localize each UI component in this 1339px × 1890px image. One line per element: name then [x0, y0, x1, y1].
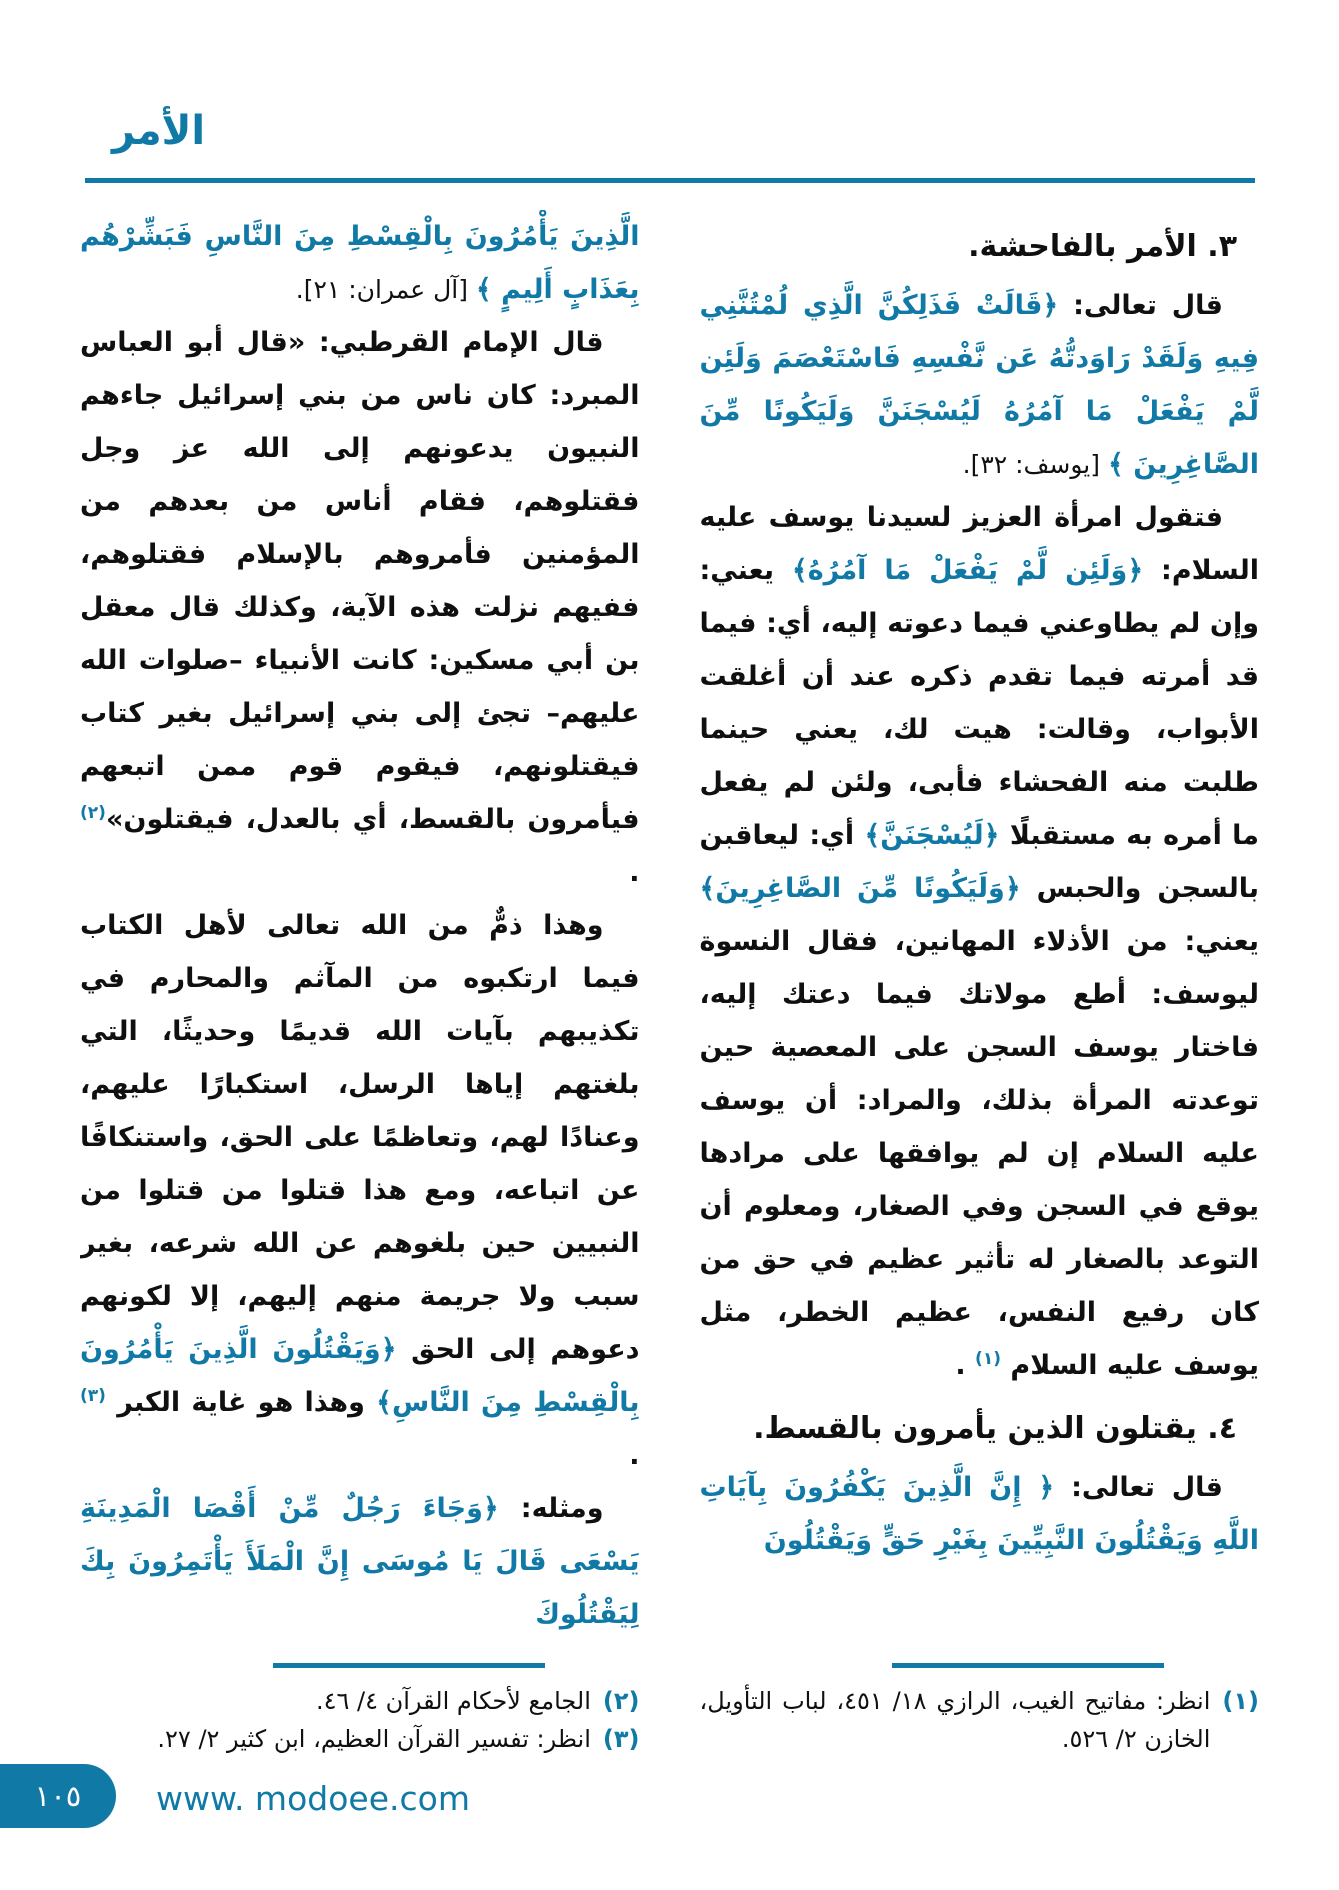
quran-verse: ﴿وَلَيَكُونًا مِّنَ الصَّاغِرِينَ﴾: [699, 873, 1021, 904]
text-run: قال تعالى:: [1054, 1472, 1223, 1503]
footnote-marker: (٢): [80, 803, 106, 823]
footnote: [80, 1682, 640, 1720]
footnote-separator: [273, 1663, 545, 1668]
footnote: [80, 1720, 640, 1758]
paragraph: [700, 491, 1260, 1392]
quran-verse: ﴿وَجَاءَ رَجُلٌ مِّنْ أَقْصَا الْمَدِينَةِ يَسْعَى قَالَ يَا مُوسَى إِنَّ الْمَلَأَ يَأْتَمِرُونَ بِكَ لِيَقْتُلُوكَ: [80, 1493, 640, 1630]
column-left: [80, 210, 640, 1758]
footnote-marker: (٣): [80, 1386, 106, 1406]
quran-verse: ﴿وَيَقْتُلُونَ الَّذِينَ يَأْمُرُونَ بِالْقِسْطِ مِنَ النَّاسِ﴾: [80, 1334, 640, 1418]
quran-verse: ﴿وَلَئِن لَّمْ يَفْعَلْ مَا آمُرُهُ﴾: [791, 555, 1144, 586]
verse-reference: [آل عمران: ٢١].: [295, 275, 476, 304]
footnote-number: (١): [1222, 1687, 1259, 1715]
paragraph: [700, 1461, 1260, 1567]
text-run: قال الإمام القرطبي: «قال أبو العباس المبرد: كان ناس من بني إسرائيل جاءهم النبيون يدعونهم إلى الله عز وجل فقتلوهم، فقام أناس من بعدهم من المؤمنين فأمروهم بالإسلام فقتلوهم، ففيهم نزلت هذه الآية، وكذلك قال معقل بن أبي مسكين: كانت الأنبياء –صلوات الله عليهم– تجئ إلى بني إسرائيل بغير كتاب فيقتلونهم، فيقوم قوم ممن اتبعهم فيأمرون بالقسط، أي بالعدل، فيقتلون»: [80, 327, 640, 835]
text-run: يعني: وإن لم يطاوعني فيما دعوته إليه، أي: فيما قد أمرته فيما تقدم ذكره عند أن أغلقت الأبواب، وقالت: هيت لك، يعني حينما طلبت منه الفحشاء فأبى، ولئن لم يفعل ما أمره به مستقبلًا: [699, 555, 1259, 851]
footnotes: [80, 1682, 640, 1758]
text-run: .: [629, 857, 640, 888]
header-divider: [85, 178, 1255, 183]
footnote-number: (٣): [602, 1725, 640, 1753]
page-number-badge: [0, 1764, 116, 1828]
quran-verse: الَّذِينَ يَأْمُرُونَ بِالْقِسْطِ مِنَ النَّاسِ فَبَشِّرْهُم بِعَذَابٍ أَلِيمٍ ﴾: [80, 221, 640, 305]
footnote: [700, 1682, 1260, 1758]
paragraph: [700, 279, 1260, 491]
footnote-marker: (١): [975, 1349, 1001, 1369]
section-heading: [700, 1402, 1260, 1455]
text-columns: [80, 210, 1259, 1758]
footnote-text: انظر: تفسير القرآن العظيم، ابن كثير ٢/ ٢٧.: [157, 1725, 591, 1753]
text-run: .: [955, 1350, 976, 1381]
section-heading: [700, 220, 1260, 273]
page-number: ١٠٥: [34, 1779, 82, 1813]
quran-verse: ﴿قَالَتْ فَذَلِكُنَّ الَّذِي لُمْتُنَّنِي فِيهِ وَلَقَدْ رَاوَدتُّهُ عَن نَّفْسِهِ فَاسْتَعْصَمَ وَلَئِن لَّمْ يَفْعَلْ مَا آمُرُهُ لَيُسْجَنَنَّ وَلَيَكُونًا مِّنَ الصَّاغِرِينَ ﴾: [699, 290, 1259, 480]
text-run: وهذا هو غاية الكبر: [105, 1387, 377, 1418]
paragraph: [80, 316, 640, 899]
text-run: ٤. يقتلون الذين يأمرون بالقسط.: [753, 1411, 1237, 1446]
footnote-area: [80, 1663, 640, 1758]
running-header-title: الأمر: [112, 108, 206, 154]
verse-reference: [يوسف: ٣٢].: [962, 450, 1108, 479]
text-run: يعني: من الأذلاء المهانين، فقال النسوة ليوسف: أطع مولاتك فيما دعتك إليه، فاختار يوسف السجن على المعصية حين توعدته المرأة بذلك، والمراد: أن يوسف عليه السلام إن لم يوافقها على مرادها يوقع في السجن وفي الصغار، ومعلوم أن التوعد بالصغار له تأثير عظيم في حق من كان رفيع النفس، عظيم الخطر، مثل يوسف عليه السلام: [699, 926, 1259, 1381]
quran-verse: ﴿ إِنَّ الَّذِينَ يَكْفُرُونَ بِآيَاتِ اللَّهِ وَيَقْتُلُونَ النَّبِيِّينَ بِغَيْرِ حَقٍّ وَيَقْتُلُونَ: [699, 1472, 1259, 1556]
website-text: www. modoee.com: [156, 1779, 470, 1818]
footnotes: [700, 1682, 1260, 1758]
text-run: أي: ليعاقبن بالسجن والحبس: [699, 820, 1259, 904]
column-blocks: [80, 210, 640, 1641]
footnote-text: انظر: مفاتيح الغيب، الرازي ١٨/ ٤٥١، لباب التأويل، الخازن ٢/ ٥٢٦.: [699, 1687, 1211, 1753]
paragraph: [80, 1482, 640, 1641]
footnote-text: الجامع لأحكام القرآن ٤/ ٤٦.: [315, 1687, 591, 1715]
text-run: وهذا ذمٌّ من الله تعالى لأهل الكتاب فيما ارتكبوه من المآثم والمحارم في تكذيبهم بآيات الله قديمًا وحديثًا، التي بلغتهم إياها الرسل، استكبارًا عليهم، وعنادًا لهم، وتعاظمًا على الحق، واستنكافًا عن اتباعه، ومع هذا قتلوا من قتلوا من النبيين حين بلغوهم عن الله شرعه، بغير سبب ولا جريمة منهم إليهم، إلا لكونهم دعوهم إلى الحق: [80, 910, 640, 1365]
paragraph: [80, 210, 640, 316]
text-run: فتقول امرأة العزيز لسيدنا يوسف عليه السلام:: [699, 502, 1259, 586]
text-run: ٣. الأمر بالفاحشة.: [968, 229, 1237, 264]
text-run: .: [629, 1440, 640, 1471]
quran-verse: ﴿لَيُسْجَنَنَّ﴾: [864, 820, 1000, 851]
text-run: ومثله:: [498, 1493, 604, 1524]
footnote-number: (٢): [602, 1687, 640, 1715]
footnote-area: [700, 1663, 1260, 1758]
column-right: [700, 210, 1260, 1758]
column-blocks: [700, 210, 1260, 1567]
text-run: قال تعالى:: [1058, 290, 1223, 321]
footnote-separator: [892, 1663, 1164, 1668]
paragraph: [80, 899, 640, 1482]
